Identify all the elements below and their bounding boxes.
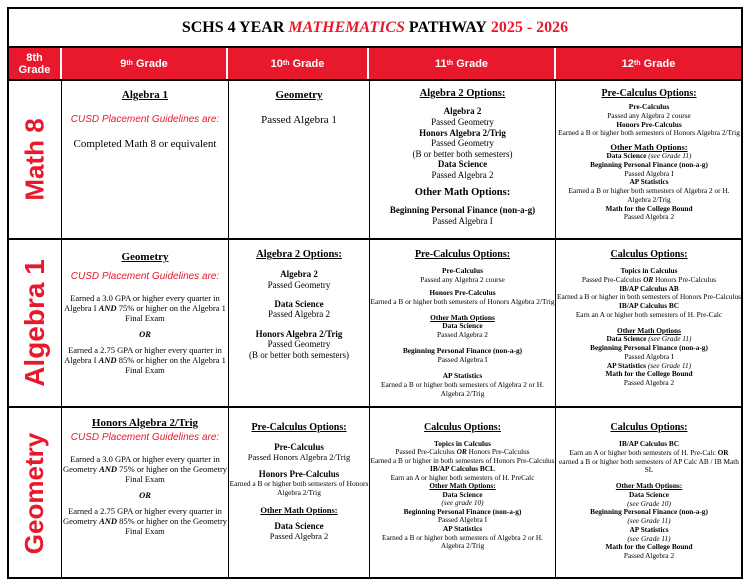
cell-r2-g12: Calculus Options: Topics in Calculus Passed Pre-Calculus OR Honors Pre-Calculus IB/AP Calculus AB Earned a B or higher in both semesters of Honors Pre-Calculus IB/AP Calculus BC Earn an A or higher both semesters of H. Pre-Calc Other Math Options Data Science (see Grade 11) Beginning Personal Finance (non-a-g) Passed Algebra I AP Statistics (see Grade 11) Math for the College Bound Passed Algebra 2 (557, 249, 742, 387)
cell-r1-g10: Geometry Passed Algebra 1 (261, 89, 337, 126)
row-label-geometry: Geometry (19, 432, 50, 555)
cell-r3-g11: Calculus Options: Topics in Calculus Passed Pre-Calculus OR Honors Pre-Calculus Earned a B or higher in both semesters of Honors Pre-Calculus IB/AP Calculus BCL Earn an A or higher both semesters of H. PreCalc Other Math Options: Data Science (see grade 10) Beginning Personal Finance (non-a-g) Passed Algebra I AP Statistics Earned a B or higher both semesters of Algebra 2 or H. Algebra 2/Trig (370, 422, 555, 551)
pathway-table (7, 7, 743, 579)
header-grade-11: 11 th Grade (369, 48, 556, 79)
cell-r2-g9: Geometry CUSD Placement Guidelines are: Earned a 3.0 GPA or higher every quarter in Algebra I AND 75% or higher on the Algebra 1 Final Exam OR Earned a 2.75 GPA or higher every quarter in Algebra I AND 85% or higher on the Algebra 1 Final Exam (64, 251, 226, 375)
header-grade-9: 9 th Grade (62, 48, 228, 79)
cell-r2-g11: Pre-Calculus Options: Pre-Calculus Passed any Algebra 2 course Honors Pre-Calculus Earned a B or higher both semesters of Honors Algebra 2/Trig Other Math Options Data Science Passed Algebra 2 Beginning Personal Finance (non-a-g) Passed Algebra I AP Statistics Earned a B or higher both semesters of Algebra 2 or H. Algebra 2/Trig (370, 249, 555, 398)
cell-r1-g9: Algebra 1 CUSD Placement Guidelines are: Completed Math 8 or equivalent (70, 89, 220, 150)
cell-r2-g10: Algebra 2 Options: Algebra 2 Passed Geometry Data Science Passed Algebra 2 Honors Algebra 2/Trig Passed Geometry (B or better both semesters) (249, 249, 349, 361)
cell-r1-g12: Pre-Calculus Options: Pre-Calculus Passed any Algebra 2 course Honors Pre-Calculus Earned a B or higher both semesters of Honors Algebra 2/Trig Other Math Options: Data Science (see Grade 11) Beginning Personal Finance (non-a-g) Passed Algebra I AP Statistics Earned a B or higher both semesters of Algebra 2 or H. Algebra 2/Trig Math for the College Bound Passed Algebra 2 (558, 88, 740, 222)
cell-r3-g10: Pre-Calculus Options: Pre-Calculus Passed Honors Algebra 2/Trig Honors Pre-Calculus Earned a B or higher both semesters of Honors Algebra 2/Trig Other Math Options: Data Science Passed Algebra 2 (229, 422, 369, 542)
page-title: SCHS 4 YEAR MATHEMATICS PATHWAY 2025 - 2026 (9, 9, 741, 48)
row-label-algebra-1: Algebra 1 (19, 259, 51, 387)
header-grade-10: 10 th Grade (228, 48, 369, 79)
row-label-math-8: Math 8 (19, 118, 50, 201)
header-grade-12: 12 th Grade (556, 48, 741, 79)
cell-r1-g11: Algebra 2 Options: Algebra 2 Passed Geometry Honors Algebra 2/Trig Passed Geometry (B or better both semesters) Data Science Passed Algebra 2 Other Math Options: Beginning Personal Finance (non-a-g) Passed Algebra I (389, 88, 536, 226)
cell-r3-g12: Calculus Options: IB/AP Calculus BC Earn an A or higher both semesters of H. Pre-Calc OR earned a B or higher both semesters of AP Calc AB / IB Math SL Other Math Options: Data Science (see Grade 10) Beginning Personal Finance (non-a-g) (see Grade 11) AP Statistics (see Grade 11) Math for the College Bound Passed Algebra 2 (559, 422, 739, 560)
header-grade-8: 8th Grade (9, 48, 62, 79)
cell-r3-g9: Honors Algebra 2/Trig CUSD Placement Guidelines are: Earned a 3.0 GPA or higher every quarter in Geometry AND 75% or higher on the Geometry Final Exam OR Earned a 2.75 GPA or higher every quarter in Geometry AND 85% or higher on the Geometry Final Exam (62, 417, 228, 536)
